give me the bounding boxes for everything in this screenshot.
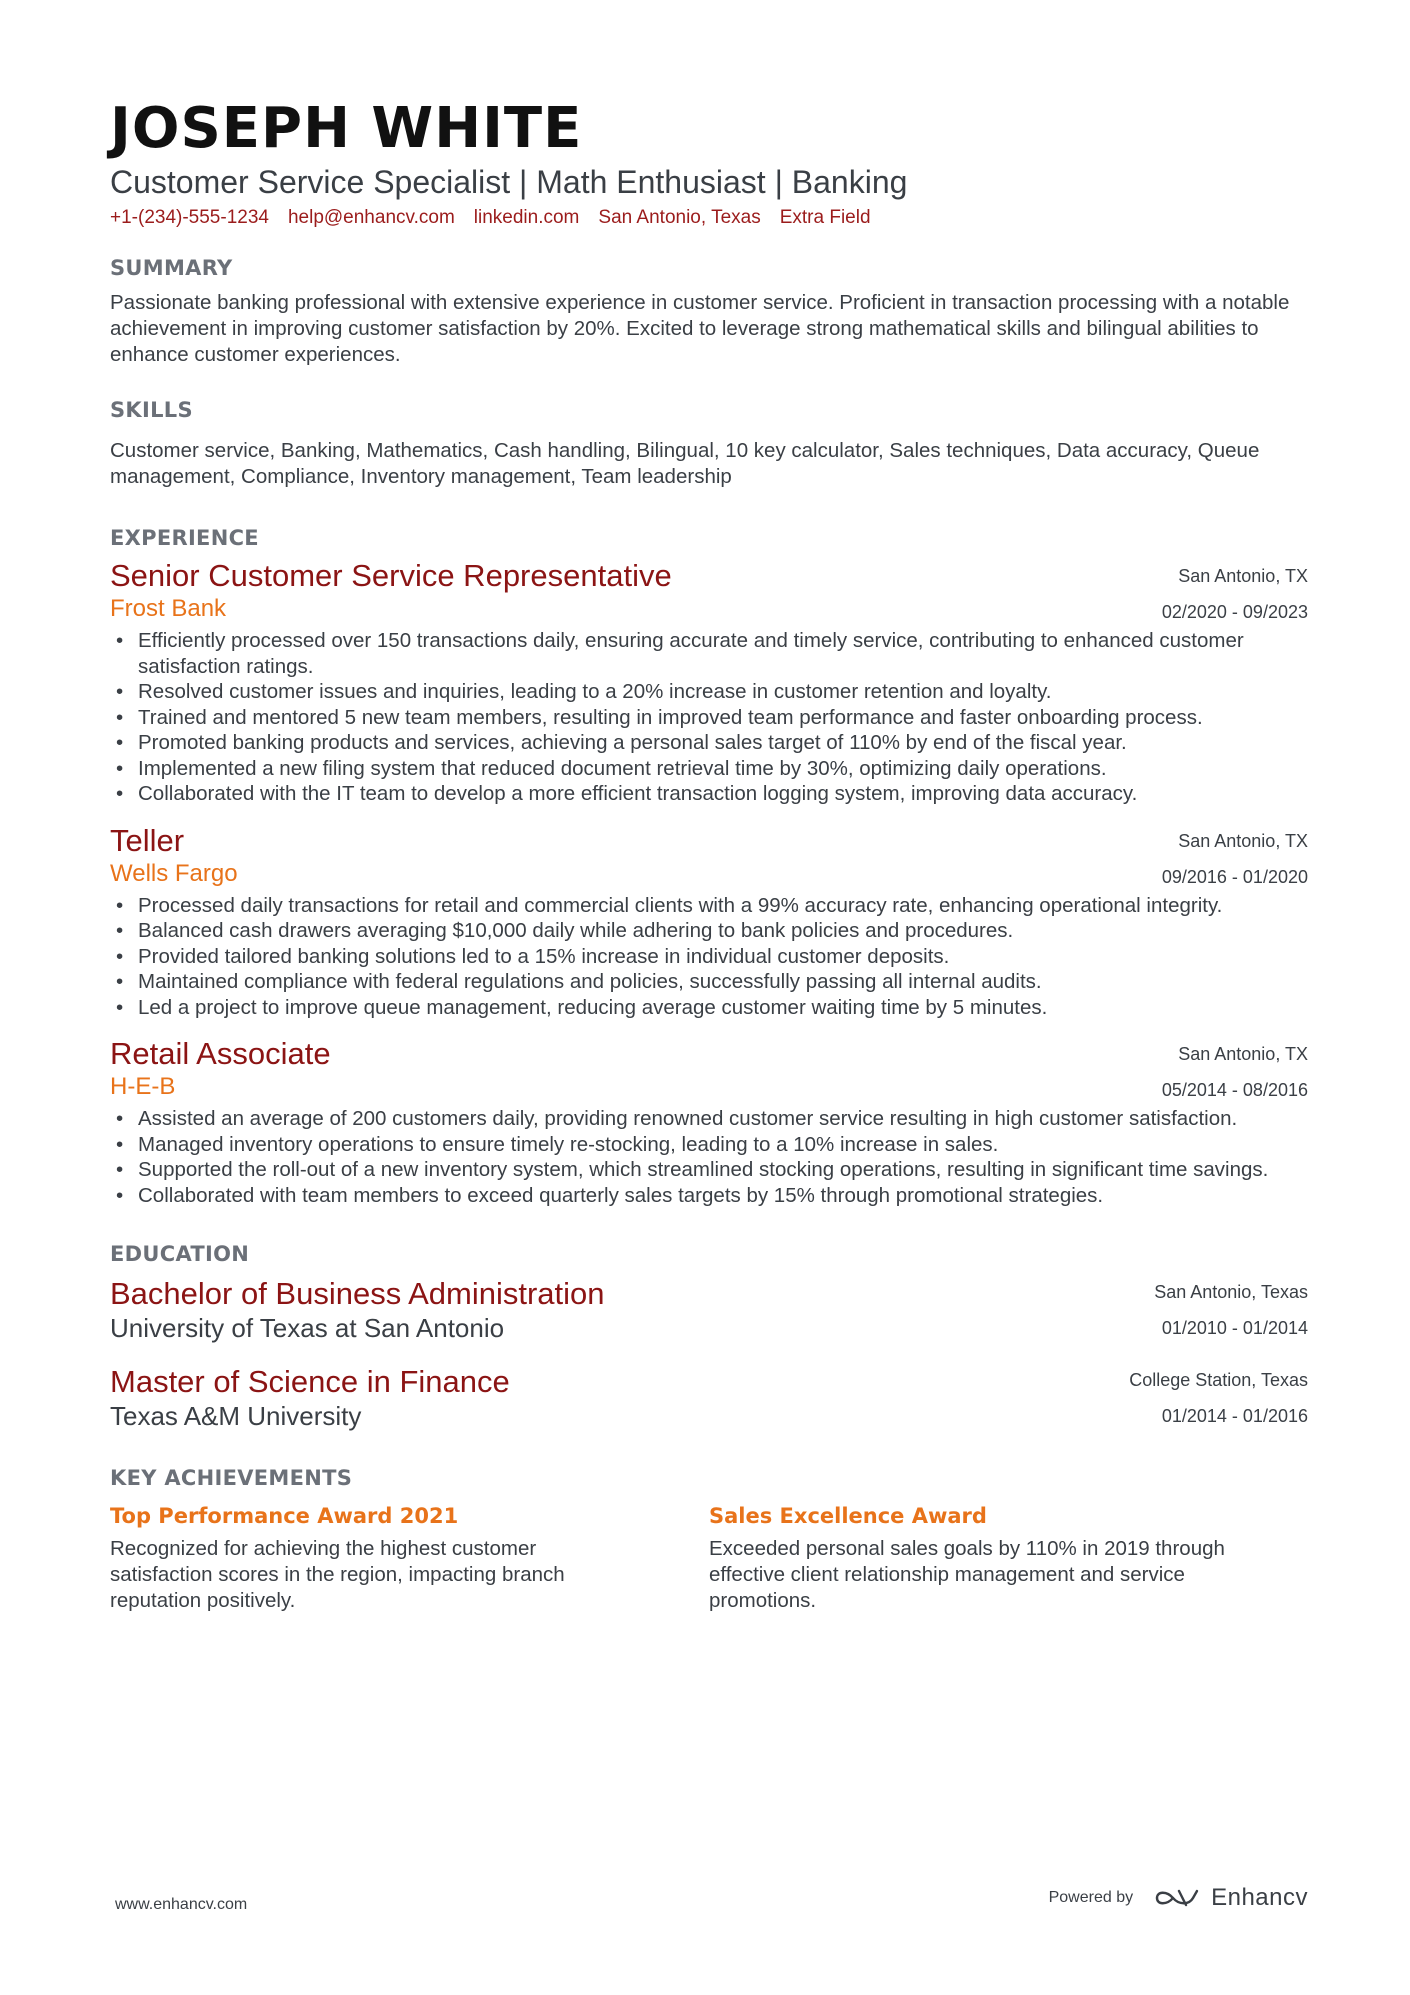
contact-row	[110, 206, 1308, 230]
list-item: • Led a project to improve queue management, reducing average customer waiting time by 5 minutes.	[110, 995, 1308, 1021]
job-dates: 05/2014 - 08/2016	[1161, 1080, 1308, 1100]
resume-page	[110, 96, 1308, 1614]
summary-heading: SUMMARY	[110, 256, 233, 280]
education-degree: Master of Science in Finance	[110, 1364, 510, 1399]
list-item: • Efficiently processed over 150 transactions daily, ensuring accurate and timely service, contributing to enhanced customer satisfaction ratings.	[110, 628, 1308, 679]
enhancv-logo-icon	[1153, 1885, 1201, 1911]
brand-name: Enhancv	[1211, 1884, 1308, 1911]
contact-phone[interactable]: +1-(234)-555-1234	[110, 207, 269, 228]
experience-entry	[110, 558, 1308, 807]
job-company: Frost Bank	[110, 595, 227, 622]
job-company: H-E-B	[110, 1073, 176, 1100]
list-item: • Balanced cash drawers averaging $10,000 daily while adhering to bank policies and procedures.	[110, 918, 1308, 944]
list-item: • Provided tailored banking solutions led to a 15% increase in individual customer deposits.	[110, 944, 1308, 970]
list-item: • Processed daily transactions for retail and commercial clients with a 99% accuracy rate, enhancing operational integrity.	[110, 893, 1308, 919]
education-dates: 01/2010 - 01/2014	[1161, 1318, 1308, 1338]
education-school: University of Texas at San Antonio	[110, 1313, 505, 1343]
education-school: Texas A&M University	[110, 1401, 362, 1431]
list-item: • Assisted an average of 200 customers daily, providing renowned customer service resulting in high customer satisfaction.	[110, 1106, 1308, 1132]
education-section	[110, 1242, 1308, 1432]
achievement-text: Recognized for achieving the highest customer satisfaction scores in the region, impacting branch reputation positively.	[110, 1537, 565, 1612]
skills-heading: SKILLS	[110, 398, 193, 422]
job-role: Retail Associate	[110, 1036, 331, 1071]
list-item: • Maintained compliance with federal regulations and policies, successfully passing all internal audits.	[110, 969, 1308, 995]
powered-by-label: Powered by	[1048, 1889, 1134, 1906]
achievements-grid	[110, 1502, 1308, 1614]
job-role: Senior Customer Service Representative	[110, 558, 672, 593]
achievement-text: Exceeded personal sales goals by 110% in 2019 through effective client relationship management and service promotions.	[709, 1537, 1225, 1612]
summary-text: Passionate banking professional with extensive experience in customer service. Proficient in transaction processing with a notable achievement in improving customer satisfaction by 20%. Excited to leverage strong mathematical skills and bilingual abilities to enhance customer experiences.	[110, 291, 1290, 366]
list-item: • Managed inventory operations to ensure timely re-stocking, leading to a 10% increase in sales.	[110, 1132, 1308, 1158]
achievement-item	[110, 1502, 709, 1614]
job-dates: 02/2020 - 09/2023	[1161, 602, 1308, 622]
skills-section	[110, 398, 1308, 490]
contact-email[interactable]: help@enhancv.com	[287, 207, 455, 228]
list-item: • Trained and mentored 5 new team members, resulting in improved team performance and faster onboarding process.	[110, 705, 1308, 731]
experience-heading: EXPERIENCE	[110, 526, 259, 550]
contact-linkedin[interactable]: linkedin.com	[473, 207, 580, 228]
education-entry	[110, 1276, 1308, 1344]
footer-branding	[1049, 1884, 1308, 1912]
education-heading: EDUCATION	[110, 1242, 250, 1266]
list-item: • Collaborated with the IT team to develop a more efficient transaction logging system, improving data accuracy.	[110, 781, 1308, 807]
education-dates: 01/2014 - 01/2016	[1161, 1406, 1308, 1426]
education-location: San Antonio, Texas	[1154, 1282, 1308, 1302]
job-location: San Antonio, TX	[1178, 830, 1308, 851]
footer-website[interactable]: www.enhancv.com	[115, 1896, 248, 1913]
job-location: San Antonio, TX	[1178, 566, 1308, 586]
brand-logo[interactable]	[1153, 1884, 1308, 1912]
skills-text: Customer service, Banking, Mathematics, Cash handling, Bilingual, 10 key calculator, Sales techniques, Data accuracy, Queue management, Compliance, Inventory management, Team leadership	[110, 439, 1260, 488]
list-item: • Resolved customer issues and inquiries, leading to a 20% increase in customer retention and loyalty.	[110, 679, 1308, 705]
experience-entry	[110, 1036, 1308, 1208]
experience-entry	[110, 823, 1308, 1021]
job-bullets	[110, 893, 1308, 1021]
candidate-title: Customer Service Specialist | Math Enthusiast | Banking	[110, 164, 908, 200]
summary-section	[110, 256, 1308, 368]
achievement-title: Top Performance Award 2021	[110, 1504, 459, 1528]
list-item: • Collaborated with team members to exceed quarterly sales targets by 15% through promotional strategies.	[110, 1183, 1308, 1209]
job-role: Teller	[110, 822, 185, 858]
job-company: Wells Fargo	[110, 859, 238, 887]
education-location: College Station, Texas	[1129, 1370, 1308, 1390]
contact-location: San Antonio, Texas	[598, 207, 761, 228]
list-item: • Implemented a new filing system that reduced document retrieval time by 30%, optimizing daily operations.	[110, 756, 1308, 782]
contact-extra-field: Extra Field	[779, 207, 871, 228]
job-bullets	[110, 628, 1308, 807]
candidate-name: JOSEPH WHITE	[110, 96, 583, 161]
achievement-title: Sales Excellence Award	[709, 1504, 987, 1528]
job-bullets	[110, 1106, 1308, 1208]
list-item: • Promoted banking products and services, achieving a personal sales target of 110% by end of the fiscal year.	[110, 730, 1308, 756]
achievement-item	[709, 1502, 1308, 1614]
experience-section	[110, 526, 1308, 1208]
job-dates: 09/2016 - 01/2020	[1161, 866, 1308, 887]
education-degree: Bachelor of Business Administration	[110, 1276, 605, 1311]
job-location: San Antonio, TX	[1178, 1044, 1308, 1064]
achievements-section	[110, 1466, 1308, 1614]
list-item: • Supported the roll-out of a new inventory system, which streamlined stocking operations, resulting in significant time savings.	[110, 1157, 1308, 1183]
education-entry	[110, 1364, 1308, 1432]
achievements-heading: KEY ACHIEVEMENTS	[110, 1466, 353, 1490]
